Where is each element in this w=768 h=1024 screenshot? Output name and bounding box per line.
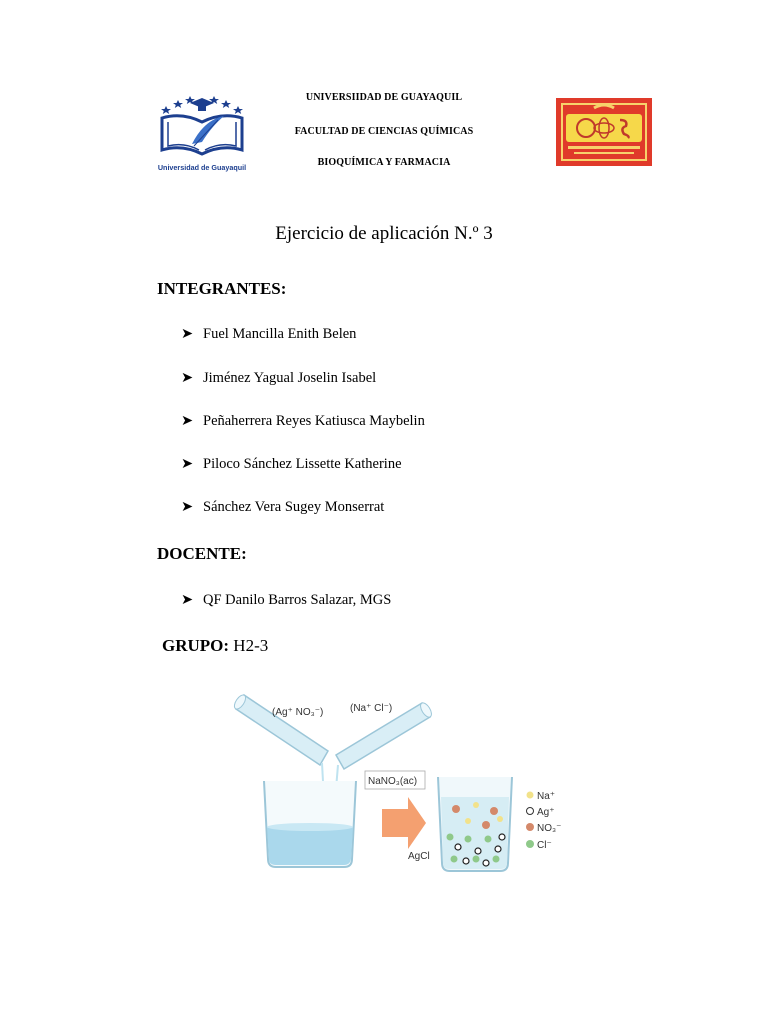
docente-name: QF Danilo Barros Salazar, MGS xyxy=(203,592,392,608)
integrantes-heading: INTEGRANTES: xyxy=(157,279,287,298)
list-item xyxy=(181,592,391,609)
ion-particle xyxy=(493,856,500,863)
member-name: Piloco Sánchez Lissette Katherine xyxy=(203,456,402,472)
tube-right-label: (Na⁺ Cl⁻) xyxy=(350,703,393,714)
precipitate-label: AgCl xyxy=(408,851,430,862)
grupo-value: H2-3 xyxy=(233,636,269,655)
member-name: Sánchez Vera Sugey Monserrat xyxy=(203,499,385,515)
grupo-label: GRUPO: xyxy=(162,636,230,655)
list-item xyxy=(181,370,376,387)
university-name: UNIVERSIIDAD DE GUAYAQUIL xyxy=(305,92,463,103)
ion-particle xyxy=(475,848,481,854)
legend-swatch-cl xyxy=(526,840,534,848)
list-item xyxy=(181,456,402,473)
ion-particle xyxy=(452,805,460,813)
ug-logo-text: Universidad de Guayaquil xyxy=(157,163,247,172)
arrow-bullet-icon: ➤ xyxy=(181,456,194,472)
arrow-bullet-icon: ➤ xyxy=(181,413,194,429)
ion-particle xyxy=(451,856,458,863)
document-title: Ejercicio de aplicación N.º 3 xyxy=(275,223,493,244)
arrow-bullet-icon: ➤ xyxy=(181,499,194,515)
legend-label: NO₃⁻ xyxy=(537,823,562,834)
legend-label: Cl⁻ xyxy=(537,840,552,851)
member-name: Peñaherrera Reyes Katiusca Maybelin xyxy=(203,413,425,429)
ion-particle xyxy=(473,802,479,808)
legend-label: Ag⁺ xyxy=(537,807,555,818)
ion-particle xyxy=(465,836,472,843)
ion-particle xyxy=(490,807,498,815)
member-name: Jiménez Yagual Joselin Isabel xyxy=(203,370,377,386)
ion-particle xyxy=(483,860,489,866)
ion-particle xyxy=(447,834,454,841)
legend-swatch-no3 xyxy=(526,823,534,831)
beaker-left xyxy=(264,781,356,867)
list-item xyxy=(181,326,356,343)
ion-particle xyxy=(499,834,505,840)
tube-left-label: (Ag⁺ NO₃⁻) xyxy=(272,707,324,718)
grupo-line xyxy=(162,636,268,656)
legend-swatch-na xyxy=(527,792,534,799)
ion-particle xyxy=(495,846,501,852)
ion-particle xyxy=(465,818,471,824)
ion-particle xyxy=(485,836,492,843)
faculty-logo xyxy=(554,96,654,168)
member-name: Fuel Mancilla Enith Belen xyxy=(203,326,357,342)
ion-legend xyxy=(526,791,561,851)
beaker-right xyxy=(438,777,512,871)
test-tube-left xyxy=(232,693,328,765)
product-label: NaNO₃(ac) xyxy=(368,776,418,787)
ion-particle xyxy=(497,816,503,822)
reaction-arrow-icon xyxy=(382,797,426,849)
ion-particle xyxy=(482,821,490,829)
arrow-bullet-icon: ➤ xyxy=(181,326,194,342)
docente-heading: DOCENTE: xyxy=(157,544,247,563)
ion-particle xyxy=(463,858,469,864)
arrow-bullet-icon: ➤ xyxy=(181,370,194,386)
ion-particle xyxy=(455,844,461,850)
list-item xyxy=(181,499,384,516)
ion-particle xyxy=(473,856,480,863)
career-name: BIOQUÍMICA Y FARMACIA xyxy=(317,157,451,168)
legend-swatch-ag xyxy=(527,808,534,815)
arrow-bullet-icon: ➤ xyxy=(181,592,194,608)
faculty-name: FACULTAD DE CIENCIAS QUÍMICAS xyxy=(294,126,474,137)
list-item xyxy=(181,413,425,430)
legend-label: Na⁺ xyxy=(537,791,556,802)
reaction-illustration xyxy=(232,687,572,879)
